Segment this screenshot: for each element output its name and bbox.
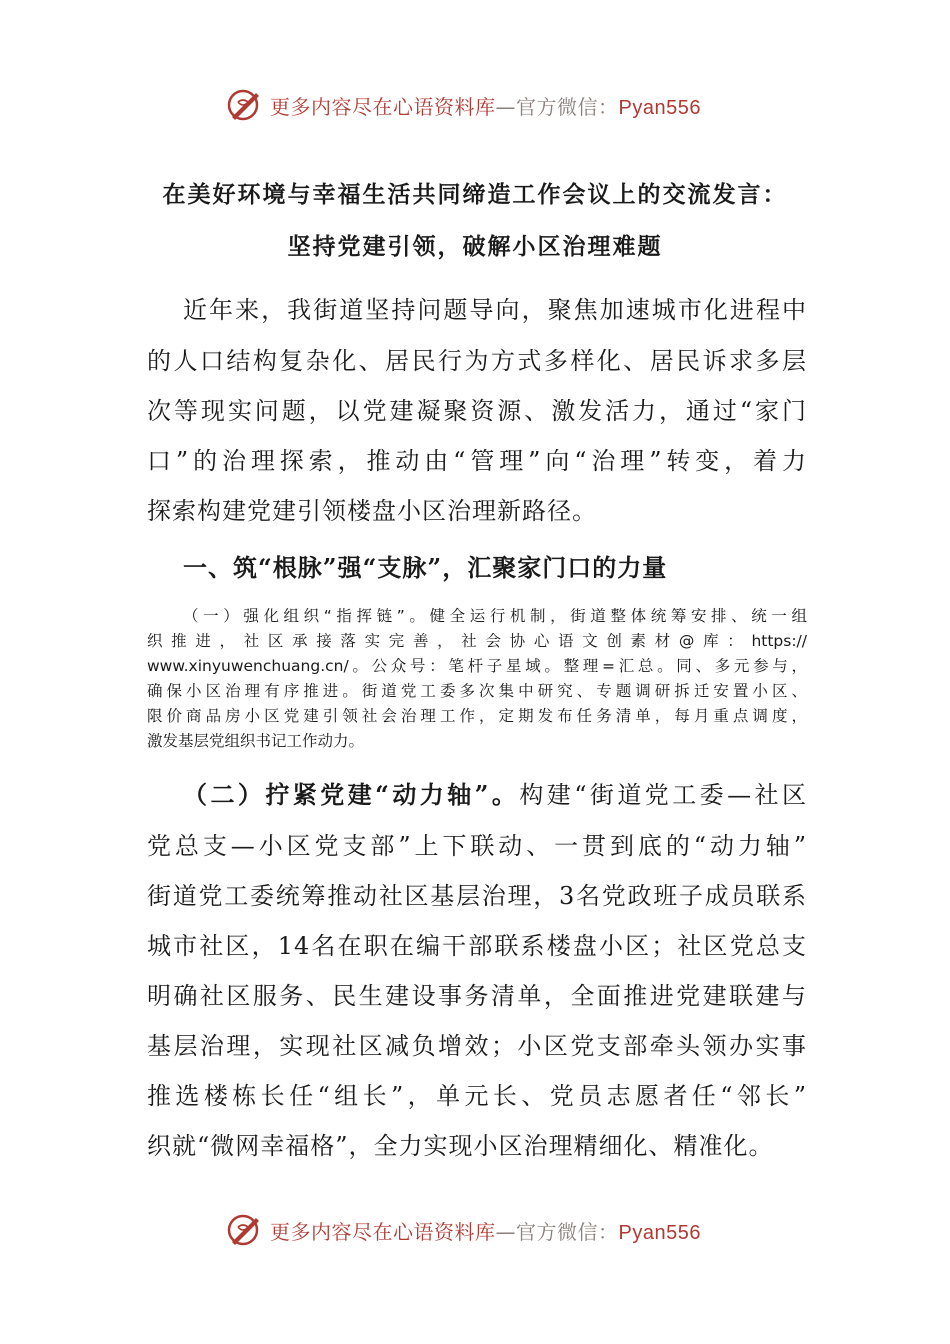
- intro-line: 近年来，我街道坚持问题导向，聚焦加速城市化进程中: [183, 296, 807, 324]
- sub2-line: 推选楼栋长任“组长”，单元长、党员志愿者任“邻长”: [147, 1082, 807, 1110]
- sub2-line: 街道党工委统筹推动社区基层治理，3名党政班子成员联系: [147, 882, 807, 910]
- document-title: 在美好环境与幸福生活共同缔造工作会议上的交流发言：: [162, 181, 788, 208]
- sub2-line: 党总支—小区党支部”上下联动、一贯到底的“动力轴”: [147, 832, 807, 860]
- watermark-text: 更多内容尽在心语资料库—官方微信：Pyan556: [270, 1220, 701, 1244]
- sub1-line: 限价商品房小区党建引领社会治理工作，定期发布任务清单，每月重点调度，: [147, 707, 807, 725]
- watermark-banner-bottom: [0, 1210, 950, 1250]
- pen-logo-icon: [226, 1213, 264, 1247]
- intro-line: 次等现实问题，以党建凝聚资源、激发活力，通过“家门: [147, 397, 807, 425]
- intro-line: 探索构建党建引领楼盘小区治理新路径。: [147, 497, 597, 525]
- sub2-line: 城市社区，14名在职在编干部联系楼盘小区；社区党总支: [147, 932, 807, 960]
- sub1-line: 激发基层党组织书记工作动力。: [147, 732, 365, 750]
- sub1-line: www.xinyuwenchuang.cn/。公众号：笔杆子星域。整理=汇总。同、多元参与，: [147, 657, 807, 675]
- sub1-line: （一）强化组织“指挥链”。健全运行机制，街道整体统筹安排、统一组: [183, 607, 807, 625]
- sub2-line: 基层治理，实现社区减负增效；小区党支部牵头领办实事: [147, 1032, 807, 1060]
- sub2-line: 明确社区服务、民生建设事务清单，全面推进党建联建与: [147, 982, 807, 1010]
- sub2-heading: （二）拧紧党建“动力轴”。: [183, 780, 520, 809]
- sub1-line: 织推进，社区承接落实完善，社会协心语文创素材@库：https://: [147, 632, 807, 650]
- document-subtitle: 坚持党建引领，破解小区治理难题: [287, 233, 663, 260]
- intro-line: 的人口结构复杂化、居民行为方式多样化、居民诉求多层: [147, 347, 807, 375]
- watermark-text: 更多内容尽在心语资料库—官方微信：Pyan556: [270, 95, 701, 119]
- watermark-banner-top: [0, 85, 950, 125]
- sub2-line: 织就“微网幸福格”，全力实现小区治理精细化、精准化。: [147, 1132, 774, 1160]
- intro-line: 口”的治理探索，推动由“管理”向“治理”转变，着力: [147, 447, 807, 475]
- pen-logo-icon: [226, 88, 264, 122]
- sub1-line: 确保小区治理有序推进。街道党工委多次集中研究、专题调研拆迁安置小区、: [147, 682, 807, 700]
- sub2-first-line: （二）拧紧党建“动力轴”。构建“街道党工委—社区: [183, 780, 807, 809]
- section-heading: 一、筑“根脉”强“支脉”，汇聚家门口的力量: [183, 553, 668, 582]
